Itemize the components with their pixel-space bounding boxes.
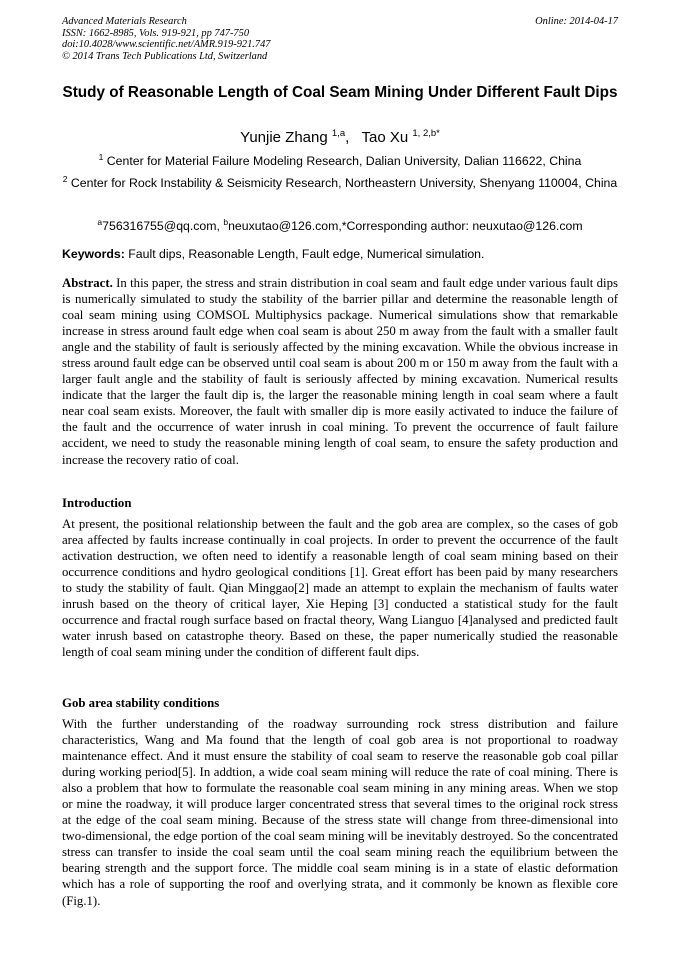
affiliation-text: Center for Material Failure Modeling Research, Dalian University, Dalian 116622, China <box>106 154 582 168</box>
email-marker: b <box>223 217 229 227</box>
affiliation-number: 1 <box>98 152 104 162</box>
issn-line: ISSN: 1662-8985, Vols. 919-921, pp 747-750 <box>62 27 250 39</box>
introduction-paragraph: At present, the positional relationship between the fault and the gob area are complex, so the cases of gob area affected by faults increase continually in coal projects. In order to prevent the occurrence of the fault activation destruction, we often need to identify a reasonable length of coal seam mining based on their occurrence conditions and hydro geological conditions [1]. Great effort has been paid by many researchers to study the stability of fault. Qian Minggao[2] made an attempt to explain the mechanism of faults water inrush based on the theory of critical layer, Xie Heping [3] conducted a statistical study for the fault occurrence and fractal rough surface based on fractal theory, Wang Lianguo [4]analysed and predicted fault water inrush based on catastrophe theory. Based on these, the paper numerically studied the reasonable length of coal seam mining under the condition of different fault dips. <box>62 517 618 660</box>
doi-line: doi:10.4028/www.scientific.net/AMR.919-921.747 <box>62 39 271 51</box>
author-name: Tao Xu <box>361 129 409 146</box>
keywords <box>62 246 618 263</box>
affiliation-text: Center for Rock Instability & Seismicity Research, Northeastern University, Shenyang 110004, China <box>70 176 618 190</box>
copyright-line: © 2014 Trans Tech Publications Ltd, Switzerland <box>62 50 268 62</box>
keywords-label: Keywords: <box>62 247 125 261</box>
keywords-text: Fault dips, Reasonable Length, Fault edge, Numerical simulation. <box>124 247 485 261</box>
online-date: Online: 2014-04-17 <box>535 16 618 27</box>
abstract <box>62 275 618 468</box>
affiliation-2 <box>62 173 618 195</box>
paper-title: Study of Reasonable Length of Coal Seam Mining Under Different Fault Dips <box>62 84 618 101</box>
section-heading-introduction: Introduction <box>62 496 132 510</box>
gob-area-paragraph: With the further understanding of the roadway surrounding rock stress distribution and failure characteristics, Wang and Ma found that the length of coal gob area is not proportional to roadway maintenance effect. And it must ensure the stability of coal seam to reserve the reasonable gob coal pillar during working period[5]. In addtion, a wide coal seam mining will reduce the rate of coal mining. There is also a problem that how to formulate the reasonable coal seam mining in any mining areas. When we stop or mine the roadway, it will produce larger concentrated stress that several times to the original rock stress at the edge of the coal seam mining. Because of the stress state will change from three-dimensional into two-dimensional, the edge portion of the coal seam mining will be inevitably destroyed. So the concentrated stress can transfer to inside the coal seam until the coal seam mining reach the equilibrium between the bearing strength and the support force. The middle coal seam mining is in a state of elastic deformation which has a role of supporting the roof and overlying strata, and it commonly be known as flexible core (Fig.1). <box>62 717 618 908</box>
email-marker: a <box>97 217 103 227</box>
author-name: Yunjie Zhang <box>240 129 328 146</box>
abstract-label: Abstract. <box>62 276 113 290</box>
author-line <box>62 128 618 148</box>
email-address: 756316755@qq.com, <box>102 219 224 233</box>
journal-name: Advanced Materials Research <box>62 16 187 27</box>
author-affiliation-marker: 1, 2,b* <box>412 128 440 139</box>
affiliation-1 <box>62 151 618 173</box>
author-affiliation-marker: 1,a <box>331 128 346 139</box>
email-address: neuxutao@126.com,*Corresponding author: neuxutao@126.com <box>228 219 583 233</box>
email-line <box>62 216 618 238</box>
journal-header <box>62 16 618 62</box>
abstract-text: In this paper, the stress and strain distribution in coal seam and fault edge under various fault dips is numerically simulated to study the stability of the barrier pillar and determine the reasonable length of coal seam mining using COMSOL Multiphysics package. Numerical simulations show that remarkable increase in stress around fault edge when coal seam is about 250 m away from the fault with a smaller fault angle and the stability of fault is seriously affected by the mining excavation. While the obvious increase in stress around fault edge can be observed until coal seam is about 200 m or 150 m away from the fault with a larger fault angle and the stability of fault is seriously affected by mining excavation. Numerical results indicate that the larger the fault dip is, the larger the reasonable mining length in coal seam where a fault near coal seam exists. Moreover, the fault with smaller dip is more easily activated to induce the failure of the fault and the occurrence of water inrush in coal mining. To prevent the occurrence of fault failure accident, we need to study the reasonable mining length of coal seam, to ensure the safety production and increase the recovery ratio of coal. <box>62 276 618 467</box>
affiliation-number: 2 <box>62 174 68 184</box>
author-separator: , <box>345 129 350 146</box>
section-heading-gob-area: Gob area stability conditions <box>62 696 220 710</box>
